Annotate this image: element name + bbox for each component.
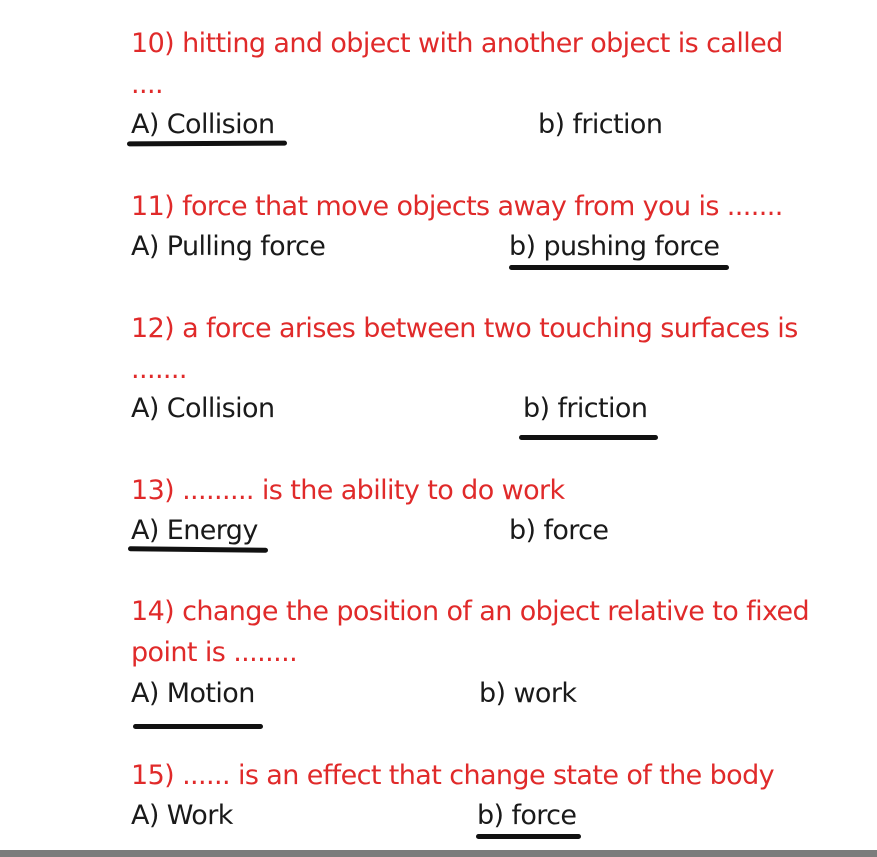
q10-option-a: A) Collision [131, 109, 275, 140]
q10-option-b: b) friction [538, 109, 663, 140]
q11-option-a: A) Pulling force [131, 231, 326, 262]
q15-option-a: A) Work [131, 800, 233, 831]
q11-answer-underline [509, 265, 729, 270]
question-11: 11) force that move objects away from you is ....... [131, 191, 783, 222]
q14-answer-underline [133, 724, 263, 729]
question-12: 12) a force arises between two touching surfaces is ....... [131, 313, 798, 385]
question-14: 14) change the position of an object relative to fixed point is ........ [131, 596, 810, 668]
q14-option-a: A) Motion [131, 678, 255, 709]
q11-option-b: b) pushing force [509, 231, 720, 262]
q15-answer-underline [476, 834, 581, 839]
q10-answer-underline [127, 141, 287, 147]
question-15: 15) ...... is an effect that change state of the body [131, 760, 775, 791]
q13-option-b: b) force [509, 515, 609, 546]
q12-option-a: A) Collision [131, 393, 275, 424]
q12-option-b: b) friction [523, 393, 648, 424]
bottom-edge-bar [0, 850, 877, 857]
q12-answer-underline [519, 435, 658, 440]
q15-option-b: b) force [477, 800, 577, 831]
q13-answer-underline [128, 546, 268, 552]
q14-option-b: b) work [479, 678, 577, 709]
q13-option-a: A) Energy [131, 515, 258, 546]
question-13: 13) ......... is the ability to do work [131, 475, 565, 506]
question-10: 10) hitting and object with another object is called .... [131, 28, 783, 100]
